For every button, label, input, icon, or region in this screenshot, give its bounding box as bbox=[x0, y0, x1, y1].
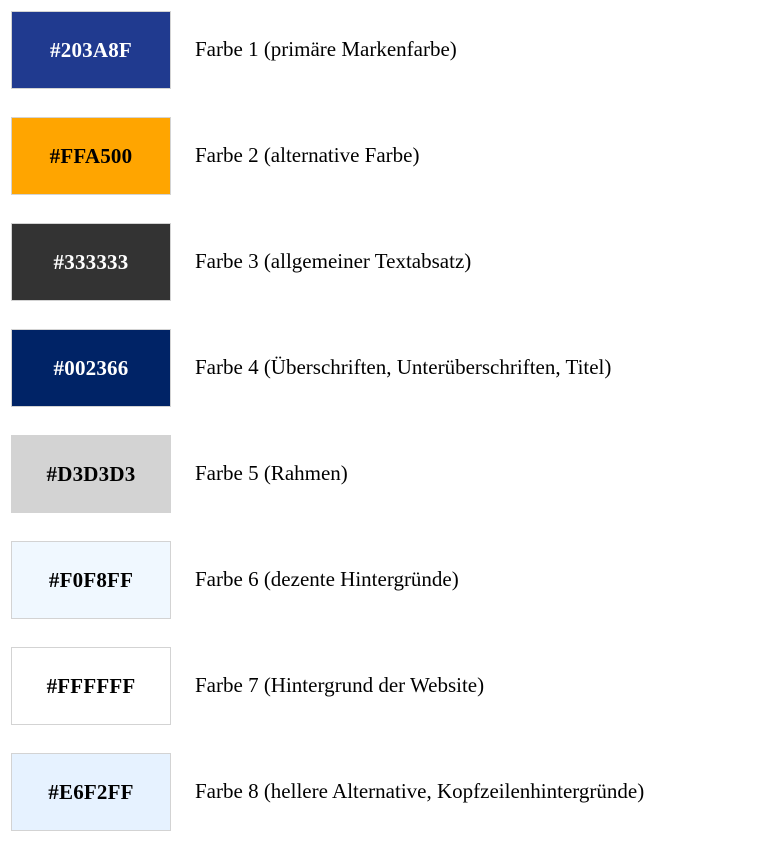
color-description: Farbe 6 (dezente Hintergründe) bbox=[195, 567, 459, 592]
palette-row bbox=[11, 117, 776, 195]
color-description: Farbe 5 (Rahmen) bbox=[195, 461, 348, 486]
hex-code-label: #333333 bbox=[53, 249, 129, 274]
color-description: Farbe 4 (Überschriften, Unterüberschriften, Titel) bbox=[195, 355, 612, 380]
palette-row bbox=[11, 753, 776, 831]
color-swatch bbox=[11, 11, 171, 89]
palette-row bbox=[11, 647, 776, 725]
hex-code-label: #F0F8FF bbox=[48, 567, 134, 592]
hex-code-label: #FFA500 bbox=[49, 143, 133, 168]
color-description: Farbe 3 (allgemeiner Textabsatz) bbox=[195, 249, 472, 274]
hex-code-label: #E6F2FF bbox=[48, 779, 134, 804]
palette-row bbox=[11, 329, 776, 407]
palette-row bbox=[11, 435, 776, 513]
color-description: Farbe 7 (Hintergrund der Website) bbox=[195, 673, 485, 698]
color-swatch bbox=[11, 223, 171, 301]
hex-code-label: #002366 bbox=[53, 355, 129, 380]
hex-code-label: #FFFFFF bbox=[46, 673, 136, 698]
palette-row bbox=[11, 11, 776, 89]
hex-code-label: #D3D3D3 bbox=[46, 461, 136, 486]
color-description: Farbe 1 (primäre Markenfarbe) bbox=[195, 37, 457, 62]
color-description: Farbe 2 (alternative Farbe) bbox=[195, 143, 420, 168]
color-swatch bbox=[11, 753, 171, 831]
palette-row bbox=[11, 223, 776, 301]
color-swatch bbox=[11, 541, 171, 619]
color-swatch bbox=[11, 117, 171, 195]
hex-code-label: #203A8F bbox=[50, 37, 132, 62]
palette-row bbox=[11, 541, 776, 619]
color-description: Farbe 8 (hellere Alternative, Kopfzeilenhintergründe) bbox=[195, 779, 645, 804]
color-swatch bbox=[11, 435, 171, 513]
color-swatch bbox=[11, 647, 171, 725]
color-swatch bbox=[11, 329, 171, 407]
